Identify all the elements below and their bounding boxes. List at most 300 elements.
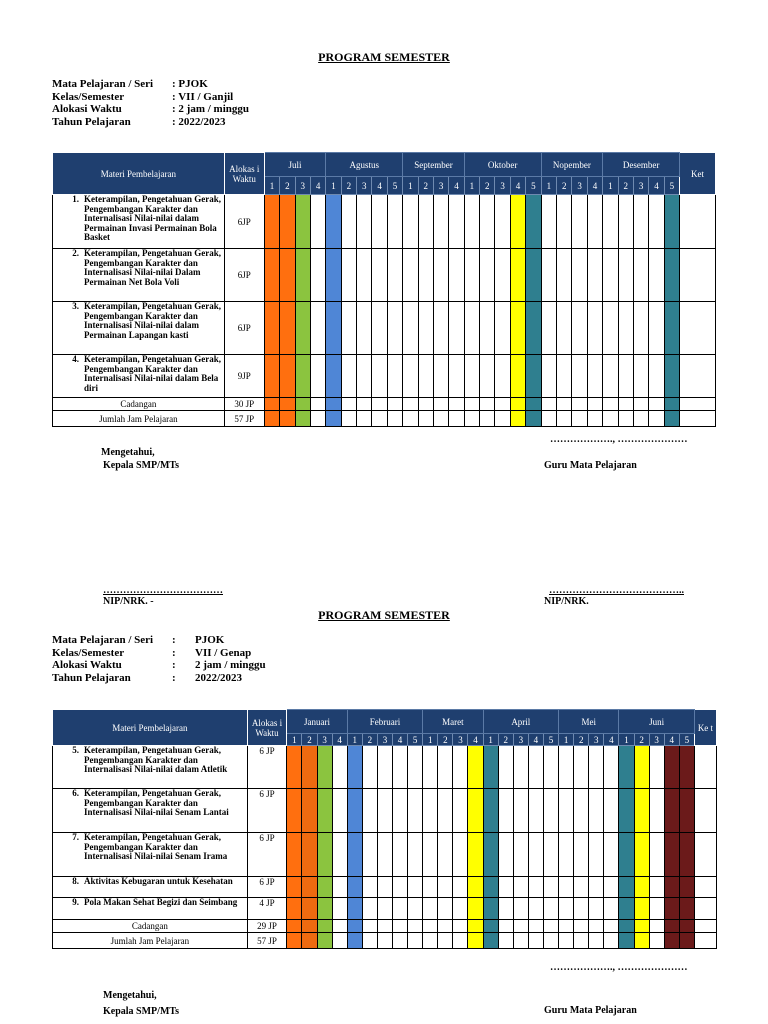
- week-cell: [618, 411, 633, 427]
- ket-cell: [680, 302, 716, 355]
- ket-cell: [680, 411, 716, 427]
- week-cell: [264, 302, 279, 355]
- week-cell: [510, 195, 525, 249]
- week-cell: [483, 898, 498, 920]
- nip-left: NIP/NRK. -: [103, 596, 154, 607]
- week-cell: [393, 920, 408, 933]
- header-month-agustus: Agustus: [326, 153, 403, 177]
- header-month-mei: Mei: [559, 710, 619, 734]
- week-cell: [619, 746, 634, 789]
- materi-number: 2.: [72, 248, 79, 258]
- week-cell: [664, 249, 679, 302]
- week-cell: [433, 302, 448, 355]
- table-row: [53, 833, 717, 877]
- table-row: [53, 249, 716, 302]
- week-cell: [393, 877, 408, 898]
- week-cell: [326, 195, 341, 249]
- week-cell: [453, 746, 468, 789]
- materi-text: Aktivitas Kebugaran untuk Kesehatan: [84, 876, 233, 886]
- week-cell: [543, 920, 558, 933]
- place-date-dots: ………………., …………………: [550, 962, 688, 973]
- header-week-number: 2: [557, 177, 572, 195]
- header-week-number: 1: [619, 734, 634, 746]
- week-cell: [332, 746, 347, 789]
- header-month-desember: Desember: [603, 153, 680, 177]
- week-cell: [403, 302, 418, 355]
- header-week-number: 3: [377, 734, 392, 746]
- info-value: 2022/2023: [195, 671, 243, 684]
- week-cell: [649, 898, 664, 920]
- header-month-april: April: [483, 710, 558, 734]
- header-week-number: 2: [438, 734, 453, 746]
- header-week-number: 3: [295, 177, 310, 195]
- week-cell: [649, 302, 664, 355]
- info-block-semester-1: [52, 78, 249, 128]
- materi-text: Keterampilan, Pengetahuan Gerak, Pengembangan Karakter dan Internalisasi Nilai-nilai Dalam Permainan Net Bola Voli: [84, 248, 221, 287]
- week-cell: [619, 789, 634, 833]
- week-cell: [559, 898, 574, 920]
- week-cell: [633, 398, 648, 411]
- header-week-number: 1: [264, 177, 279, 195]
- week-cell: [372, 302, 387, 355]
- week-cell: [513, 898, 528, 920]
- ket-cell: [680, 195, 716, 249]
- materi-cell: [53, 249, 225, 302]
- cadangan-row: [53, 920, 717, 933]
- week-cell: [572, 249, 587, 302]
- week-cell: [587, 249, 602, 302]
- week-cell: [464, 249, 479, 302]
- week-cell: [604, 789, 619, 833]
- header-week-number: 4: [587, 177, 602, 195]
- header-month-juli: Juli: [264, 153, 326, 177]
- week-cell: [572, 411, 587, 427]
- header-week-number: 3: [513, 734, 528, 746]
- week-cell: [541, 249, 556, 302]
- week-cell: [679, 833, 694, 877]
- cadangan-value: 30 JP: [224, 398, 264, 411]
- week-cell: [649, 920, 664, 933]
- week-cell: [423, 920, 438, 933]
- materi-cell: [53, 833, 248, 877]
- materi-cell: [53, 746, 248, 789]
- week-cell: [372, 411, 387, 427]
- info-label: Kelas/Semester: [52, 646, 125, 659]
- week-cell: [589, 898, 604, 920]
- header-week-number: 1: [347, 734, 362, 746]
- ket-cell: [694, 898, 716, 920]
- week-cell: [679, 898, 694, 920]
- week-cell: [377, 833, 392, 877]
- week-cell: [438, 920, 453, 933]
- week-cell: [589, 933, 604, 949]
- week-cell: [362, 789, 377, 833]
- week-cell: [347, 933, 362, 949]
- header-week-number: 2: [362, 734, 377, 746]
- week-cell: [280, 249, 295, 302]
- header-week-number: 2: [480, 177, 495, 195]
- week-cell: [483, 833, 498, 877]
- week-cell: [468, 898, 483, 920]
- ket-cell: [694, 877, 716, 898]
- week-cell: [408, 746, 423, 789]
- week-cell: [433, 249, 448, 302]
- week-cell: [377, 877, 392, 898]
- week-cell: [587, 355, 602, 398]
- week-cell: [543, 898, 558, 920]
- week-cell: [453, 920, 468, 933]
- week-cell: [664, 195, 679, 249]
- week-cell: [634, 833, 649, 877]
- week-cell: [449, 411, 464, 427]
- week-cell: [264, 398, 279, 411]
- header-month-februari: Februari: [347, 710, 422, 734]
- week-cell: [498, 833, 513, 877]
- week-cell: [664, 789, 679, 833]
- week-cell: [280, 398, 295, 411]
- header-materi: Materi Pembelajaran: [53, 153, 225, 195]
- header-month-nopember: Nopember: [541, 153, 603, 177]
- week-cell: [287, 920, 302, 933]
- week-cell: [418, 249, 433, 302]
- week-cell: [310, 411, 325, 427]
- week-cell: [526, 411, 541, 427]
- info-value: : VII / Ganjil: [172, 90, 234, 103]
- header-week-number: 5: [387, 177, 402, 195]
- week-cell: [357, 249, 372, 302]
- week-cell: [372, 195, 387, 249]
- week-cell: [619, 898, 634, 920]
- week-cell: [526, 249, 541, 302]
- week-cell: [295, 398, 310, 411]
- week-cell: [403, 249, 418, 302]
- info-value: : 2 jam / minggu: [172, 103, 249, 115]
- week-cell: [528, 789, 543, 833]
- week-cell: [526, 302, 541, 355]
- week-cell: [418, 195, 433, 249]
- materi-text: Keterampilan, Pengetahuan Gerak, Pengembangan Karakter dan Internalisasi Nilai-nilai dalam Bela diri: [84, 354, 221, 393]
- week-cell: [310, 355, 325, 398]
- week-cell: [310, 249, 325, 302]
- header-ket: Ket: [680, 153, 716, 195]
- week-cell: [557, 355, 572, 398]
- week-cell: [649, 933, 664, 949]
- week-cell: [362, 920, 377, 933]
- week-cell: [464, 411, 479, 427]
- week-cell: [362, 898, 377, 920]
- week-cell: [589, 877, 604, 898]
- week-cell: [483, 789, 498, 833]
- week-cell: [287, 746, 302, 789]
- week-cell: [619, 920, 634, 933]
- materi-cell: [53, 789, 248, 833]
- info-value: PJOK: [195, 634, 225, 646]
- week-cell: [341, 355, 356, 398]
- week-cell: [326, 249, 341, 302]
- week-cell: [264, 411, 279, 427]
- header-week-number: 2: [418, 177, 433, 195]
- week-cell: [264, 355, 279, 398]
- week-cell: [543, 833, 558, 877]
- header-ket: Ke t: [694, 710, 716, 746]
- header-week-number: 5: [543, 734, 558, 746]
- week-cell: [513, 833, 528, 877]
- week-cell: [408, 789, 423, 833]
- ket-cell: [680, 355, 716, 398]
- week-cell: [483, 877, 498, 898]
- week-cell: [332, 933, 347, 949]
- week-cell: [679, 920, 694, 933]
- week-cell: [664, 355, 679, 398]
- materi-number: 4.: [72, 354, 79, 364]
- materi-number: 9.: [72, 897, 79, 907]
- week-cell: [495, 249, 510, 302]
- week-cell: [649, 355, 664, 398]
- week-cell: [618, 195, 633, 249]
- week-cell: [317, 877, 332, 898]
- week-cell: [664, 746, 679, 789]
- week-cell: [387, 411, 402, 427]
- header-week-number: 2: [634, 734, 649, 746]
- week-cell: [649, 249, 664, 302]
- week-cell: [619, 933, 634, 949]
- week-cell: [438, 789, 453, 833]
- header-week-number: 3: [317, 734, 332, 746]
- week-cell: [287, 833, 302, 877]
- week-cell: [408, 933, 423, 949]
- header-week-number: 3: [495, 177, 510, 195]
- ket-cell: [694, 746, 716, 789]
- week-cell: [557, 195, 572, 249]
- week-cell: [280, 302, 295, 355]
- materi-cell: [53, 302, 225, 355]
- week-cell: [387, 302, 402, 355]
- week-cell: [483, 933, 498, 949]
- week-cell: [679, 877, 694, 898]
- week-cell: [372, 249, 387, 302]
- week-cell: [433, 398, 448, 411]
- week-cell: [372, 398, 387, 411]
- week-cell: [423, 877, 438, 898]
- week-cell: [393, 746, 408, 789]
- header-week-number: 1: [326, 177, 341, 195]
- week-cell: [619, 877, 634, 898]
- week-cell: [310, 398, 325, 411]
- info-label: Tahun Pelajaran: [52, 671, 131, 684]
- header-week-number: 2: [302, 734, 317, 746]
- week-cell: [295, 195, 310, 249]
- info-label: Alokasi Waktu: [52, 659, 122, 671]
- week-cell: [664, 302, 679, 355]
- materi-cell: [53, 877, 248, 898]
- week-cell: [618, 398, 633, 411]
- week-cell: [347, 877, 362, 898]
- week-cell: [664, 833, 679, 877]
- week-cell: [498, 898, 513, 920]
- materi-cell: [53, 195, 225, 249]
- week-cell: [649, 789, 664, 833]
- week-cell: [589, 833, 604, 877]
- jumlah-value: 57 JP: [224, 411, 264, 427]
- week-cell: [362, 833, 377, 877]
- week-cell: [362, 877, 377, 898]
- week-cell: [408, 833, 423, 877]
- info-value: : PJOK: [172, 78, 208, 90]
- week-cell: [341, 249, 356, 302]
- week-cell: [649, 877, 664, 898]
- table-row: [53, 195, 716, 249]
- week-cell: [679, 789, 694, 833]
- info-colon: :: [172, 671, 176, 684]
- table-row: [53, 746, 717, 789]
- week-cell: [433, 355, 448, 398]
- header-week-number: 1: [423, 734, 438, 746]
- week-cell: [634, 789, 649, 833]
- materi-number: 1.: [72, 194, 79, 204]
- week-cell: [387, 355, 402, 398]
- jumlah-row: [53, 411, 716, 427]
- week-cell: [464, 195, 479, 249]
- schedule-table-semester-1: [52, 152, 716, 427]
- week-cell: [528, 833, 543, 877]
- ket-cell: [694, 920, 716, 933]
- week-cell: [513, 746, 528, 789]
- week-cell: [664, 398, 679, 411]
- week-cell: [453, 898, 468, 920]
- alokasi-cell: 6JP: [224, 195, 264, 249]
- week-cell: [332, 920, 347, 933]
- week-cell: [393, 833, 408, 877]
- week-cell: [418, 302, 433, 355]
- week-cell: [557, 249, 572, 302]
- materi-number: 3.: [72, 301, 79, 311]
- week-cell: [664, 933, 679, 949]
- week-cell: [438, 746, 453, 789]
- week-cell: [433, 411, 448, 427]
- table-row: [53, 789, 717, 833]
- header-week-number: 2: [341, 177, 356, 195]
- week-cell: [449, 398, 464, 411]
- week-cell: [633, 411, 648, 427]
- alokasi-cell: 6JP: [224, 249, 264, 302]
- week-cell: [634, 898, 649, 920]
- alokasi-cell: 4 JP: [247, 898, 287, 920]
- week-cell: [387, 195, 402, 249]
- week-cell: [464, 302, 479, 355]
- week-cell: [326, 411, 341, 427]
- week-cell: [541, 355, 556, 398]
- week-cell: [480, 411, 495, 427]
- week-cell: [408, 920, 423, 933]
- week-cell: [633, 249, 648, 302]
- alokasi-cell: 6 JP: [247, 877, 287, 898]
- header-week-number: 2: [280, 177, 295, 195]
- week-cell: [347, 789, 362, 833]
- week-cell: [403, 411, 418, 427]
- week-cell: [604, 746, 619, 789]
- week-cell: [513, 920, 528, 933]
- cadangan-row: [53, 398, 716, 411]
- week-cell: [347, 898, 362, 920]
- ket-cell: [694, 933, 716, 949]
- week-cell: [513, 789, 528, 833]
- week-cell: [679, 933, 694, 949]
- week-cell: [468, 877, 483, 898]
- week-cell: [326, 355, 341, 398]
- week-cell: [664, 898, 679, 920]
- header-week-number: 4: [510, 177, 525, 195]
- week-cell: [393, 933, 408, 949]
- week-cell: [480, 302, 495, 355]
- week-cell: [543, 746, 558, 789]
- week-cell: [372, 355, 387, 398]
- week-cell: [649, 833, 664, 877]
- schedule-table-semester-2: [52, 709, 717, 949]
- week-cell: [526, 355, 541, 398]
- week-cell: [332, 789, 347, 833]
- week-cell: [423, 898, 438, 920]
- header-month-juni: Juni: [619, 710, 694, 734]
- week-cell: [589, 920, 604, 933]
- week-cell: [403, 355, 418, 398]
- alokasi-cell: 6JP: [224, 302, 264, 355]
- header-alokasi: Alokas i Waktu: [224, 153, 264, 195]
- header-week-number: 5: [408, 734, 423, 746]
- week-cell: [604, 833, 619, 877]
- week-cell: [543, 933, 558, 949]
- week-cell: [438, 877, 453, 898]
- week-cell: [453, 933, 468, 949]
- week-cell: [572, 302, 587, 355]
- week-cell: [377, 898, 392, 920]
- week-cell: [480, 398, 495, 411]
- info-label: Mata Pelajaran / Seri: [52, 634, 154, 646]
- week-cell: [280, 355, 295, 398]
- info-label: Tahun Pelajaran: [52, 115, 131, 128]
- week-cell: [341, 195, 356, 249]
- week-cell: [495, 398, 510, 411]
- week-cell: [449, 249, 464, 302]
- week-cell: [618, 302, 633, 355]
- week-cell: [468, 920, 483, 933]
- week-cell: [513, 877, 528, 898]
- sign-line-right: …………………………………..: [549, 585, 684, 596]
- header-alokasi: Alokas i Waktu: [247, 710, 287, 746]
- materi-text: Keterampilan, Pengetahuan Gerak, Pengembangan Karakter dan Internalisasi Nilai-nilai dalam Permainan Lapangan kasti: [84, 301, 221, 340]
- guru-text: Guru Mata Pelajaran: [544, 1005, 637, 1016]
- header-week-number: 4: [604, 734, 619, 746]
- week-cell: [295, 249, 310, 302]
- week-cell: [332, 833, 347, 877]
- header-week-number: 1: [464, 177, 479, 195]
- materi-text: Keterampilan, Pengetahuan Gerak, Pengembangan Karakter dan Internalisasi Nilai-nilai Senam Lantai: [84, 788, 229, 818]
- week-cell: [295, 302, 310, 355]
- week-cell: [387, 398, 402, 411]
- week-cell: [449, 195, 464, 249]
- nip-right: NIP/NRK.: [544, 596, 589, 607]
- week-cell: [510, 355, 525, 398]
- week-cell: [418, 398, 433, 411]
- week-cell: [633, 195, 648, 249]
- week-cell: [574, 833, 589, 877]
- week-cell: [510, 411, 525, 427]
- week-cell: [310, 302, 325, 355]
- week-cell: [559, 789, 574, 833]
- week-cell: [480, 249, 495, 302]
- week-cell: [633, 302, 648, 355]
- header-week-number: 5: [526, 177, 541, 195]
- week-cell: [526, 195, 541, 249]
